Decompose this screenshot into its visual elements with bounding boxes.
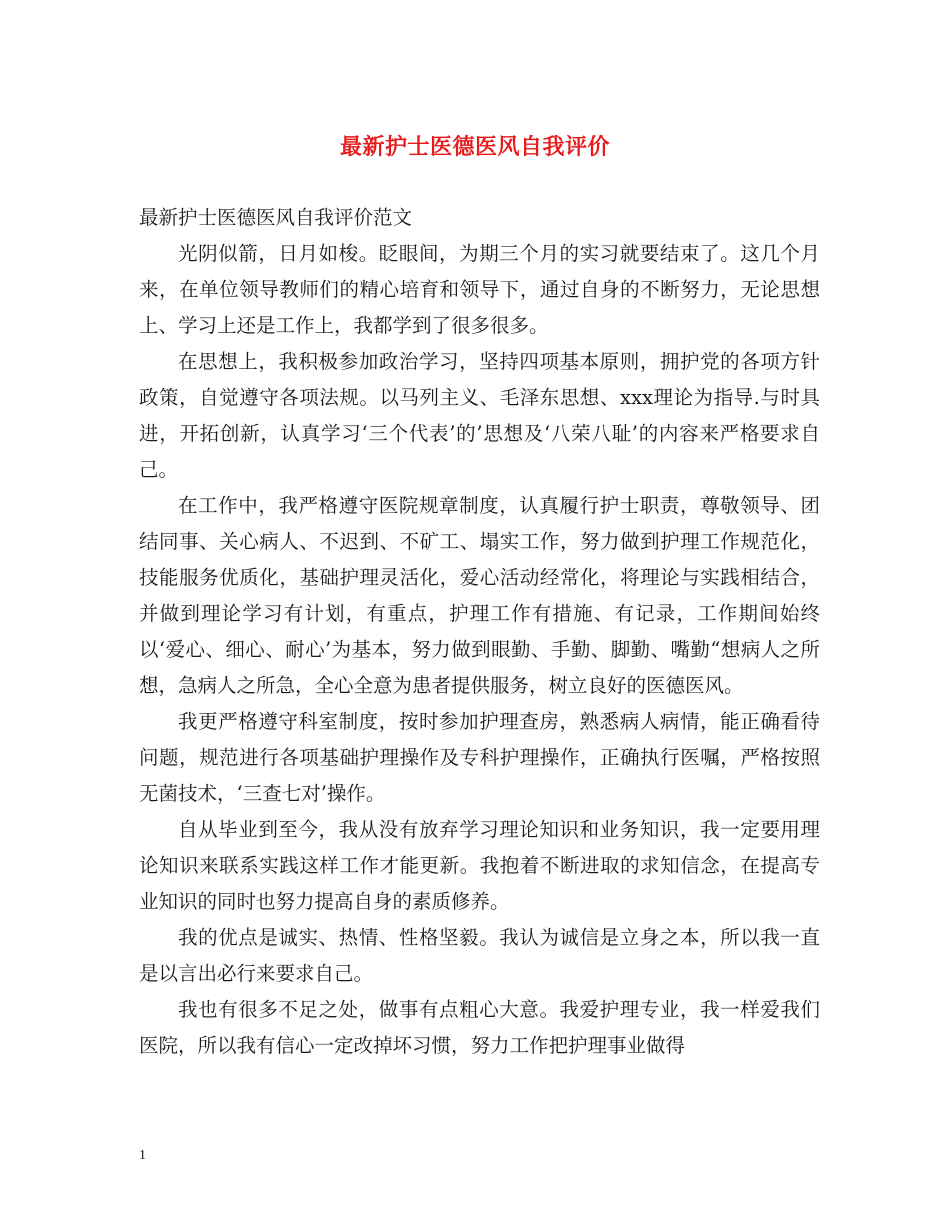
document-subtitle: 最新护士医德医风自我评价范文 bbox=[139, 206, 413, 229]
paragraph-1: 光阴似箭，日月如梭。眨眼间，为期三个月的实习就要结束了。这几个月来，在单位领导教师们的精心培育和领导下，通过自身的不断努力，无论思想上、学习上还是工作上，我都学到了很多很多。 bbox=[139, 242, 820, 337]
paragraph-4: 我更严格遵守科室制度，按时参加护理查房，熟悉病人病情，能正确看待问题，规范进行各项基础护理操作及专科护理操作，正确执行医嘱，严格按照无菌技术，‘三查七对’操作。 bbox=[139, 710, 820, 805]
paragraph-3: 在工作中，我严格遵守医院规章制度，认真履行护士职责，尊敬领导、团结同事、关心病人、不迟到、不矿工、塌实工作，努力做到护理工作规范化，技能服务优质化，基础护理灵活化，爱心活动经常化，将理论与实践相结合，并做到理论学习有计划，有重点，护理工作有措施、有记录，工作期间始终以‘爱心、细心、耐心’为基本，努力做到眼勤、手勤、脚勤、嘴勤“想病人之所想，急病人之所急，全心全意为患者提供服务，树立良好的医德医风。 bbox=[139, 494, 820, 697]
paragraph-6: 我的优点是诚实、热情、性格坚毅。我认为诚信是立身之本，所以我一直是以言出必行来要求自己。 bbox=[139, 926, 820, 985]
paragraph-2: 在思想上，我积极参加政治学习，坚持四项基本原则，拥护党的各项方针政策，自觉遵守各项法规。以马列主义、毛泽东思想、xxx理论为指导.与时具进，开拓创新，认真学习‘三个代表’的’思想及‘八荣八耻’的内容来严格要求自己。 bbox=[139, 350, 820, 481]
paragraph-7: 我也有很多不足之处，做事有点粗心大意。我爱护理专业，我一样爱我们医院，所以我有信心一定改掉坏习惯，努力工作把护理事业做得 bbox=[139, 998, 820, 1057]
document-body bbox=[139, 200, 820, 1064]
page-number: 1 bbox=[139, 1148, 146, 1163]
document-title: 最新护士医德医风自我评价 bbox=[339, 134, 610, 160]
paragraph-5: 自从毕业到至今，我从没有放弃学习理论知识和业务知识，我一定要用理论知识来联系实践这样工作才能更新。我抱着不断进取的求知信念，在提高专业知识的同时也努力提高自身的素质修养。 bbox=[139, 818, 820, 913]
